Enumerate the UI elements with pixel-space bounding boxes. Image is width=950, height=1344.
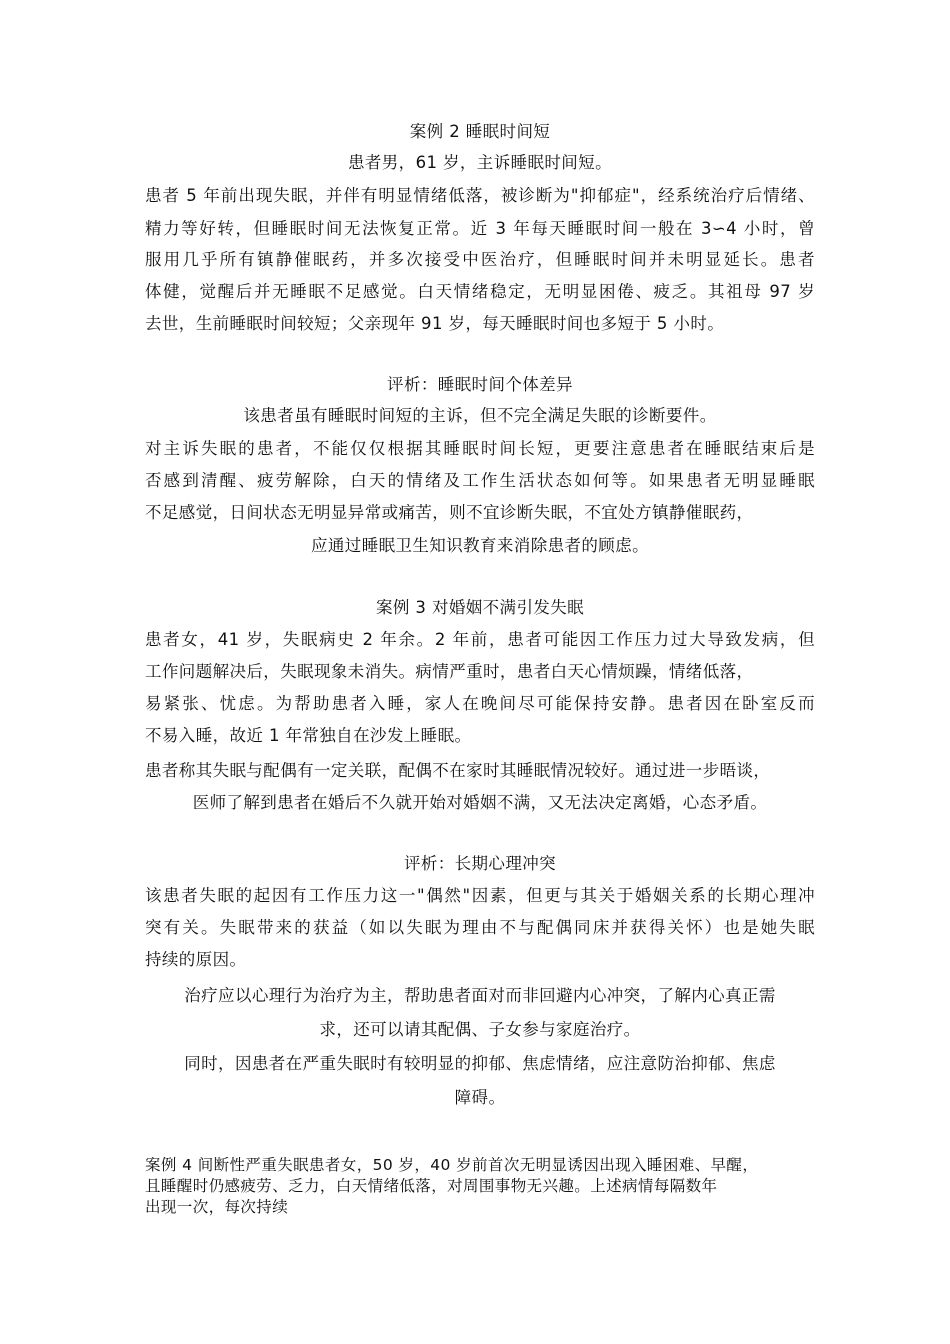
comment1-heading: 评析：睡眠时间个体差异 bbox=[387, 375, 573, 394]
case3-heading: 案例 3 对婚姻不满引发失眠 bbox=[375, 598, 585, 617]
case2-line: 患者男，61 岁，主诉睡眠时间短。 bbox=[347, 153, 613, 172]
case3-line: 易紧张、忧虑。为帮助患者入睡，家人在晚间尽可能保持安静。患者因在卧室反而 bbox=[145, 694, 815, 713]
comment2-line: 求，还可以请其配偶、子女参与家庭治疗。 bbox=[319, 1020, 641, 1039]
case2-line: 患者 5 年前出现失眠，并伴有明显情绪低落，被诊断为"抑郁症"，经系统治疗后情绪、 bbox=[145, 186, 815, 205]
comment2-line: 障碍。 bbox=[454, 1088, 506, 1107]
case4-line: 且睡醒时仍感疲劳、乏力，白天情绪低落，对周围事物无兴趣。上述病情每隔数年 bbox=[145, 1177, 718, 1195]
comment1-line: 否感到清醒、疲劳解除，白天的情绪及工作生活状态如何等。如果患者无明显睡眠 bbox=[145, 471, 815, 490]
case2-heading: 案例 2 睡眠时间短 bbox=[409, 122, 551, 141]
case2-line: 精力等好转，但睡眠时间无法恢复正常。近 3 年每天睡眠时间一般在 3∽4 小时，曾 bbox=[145, 219, 815, 238]
case2-line: 去世，生前睡眠时间较短；父亲现年 91 岁，每天睡眠时间也多短于 5 小时。 bbox=[145, 314, 725, 333]
case2-line: 服用几乎所有镇静催眠药，并多次接受中医治疗，但睡眠时间并未明显延长。患者 bbox=[145, 250, 815, 269]
comment1-line: 该患者虽有睡眠时间短的主诉，但不完全满足失眠的诊断要件。 bbox=[243, 406, 717, 425]
case3-line: 患者称其失眠与配偶有一定关联，配偶不在家时其睡眠情况较好。通过进一步晤谈， bbox=[145, 761, 771, 780]
case3-line: 患者女，41 岁，失眠病史 2 年余。2 年前，患者可能因工作压力过大导致发病，但 bbox=[145, 630, 815, 649]
comment2-heading: 评析：长期心理冲突 bbox=[403, 854, 557, 873]
case2-line: 体健，觉醒后并无睡眠不足感觉。白天情绪稳定，无明显困倦、疲乏。其祖母 97 岁 bbox=[145, 282, 815, 301]
comment1-line: 对主诉失眠的患者，不能仅仅根据其睡眠时间长短，更要注意患者在睡眠结束后是 bbox=[145, 439, 815, 458]
comment2-line: 治疗应以心理行为治疗为主，帮助患者面对而非回避内心冲突，了解内心真正需 bbox=[184, 986, 776, 1005]
case3-line: 不易入睡，故近 1 年常独自在沙发上睡眠。 bbox=[145, 726, 472, 745]
comment2-line: 持续的原因。 bbox=[145, 950, 247, 969]
case3-line: 工作问题解决后，失眠现象未消失。病情严重时，患者白天心情烦躁，情绪低落， bbox=[145, 662, 754, 681]
case4-line: 出现一次，每次持续 bbox=[145, 1198, 289, 1216]
comment2-line: 该患者失眠的起因有工作压力这一"偶然"因素，但更与其关于婚姻关系的长期心理冲 bbox=[145, 886, 815, 905]
comment1-line: 应通过睡眠卫生知识教育来消除患者的顾虑。 bbox=[311, 536, 649, 555]
comment2-line: 突有关。失眠带来的获益（如以失眠为理由不与配偶同床并获得关怀）也是她失眠 bbox=[145, 918, 815, 937]
comment1-line: 不足感觉，日间状态无明显异常或痛苦，则不宜诊断失眠，不宜处方镇静催眠药， bbox=[145, 503, 754, 522]
comment2-line: 同时，因患者在严重失眠时有较明显的抑郁、焦虑情绪，应注意防治抑郁、焦虑 bbox=[184, 1054, 776, 1073]
case4-line: 案例 4 间断性严重失眠患者女，50 岁，40 岁前首次无明显诱因出现入睡困难、早醒， bbox=[145, 1156, 759, 1174]
case3-line: 医师了解到患者在婚后不久就开始对婚姻不满，又无法决定离婚，心态矛盾。 bbox=[192, 793, 768, 812]
